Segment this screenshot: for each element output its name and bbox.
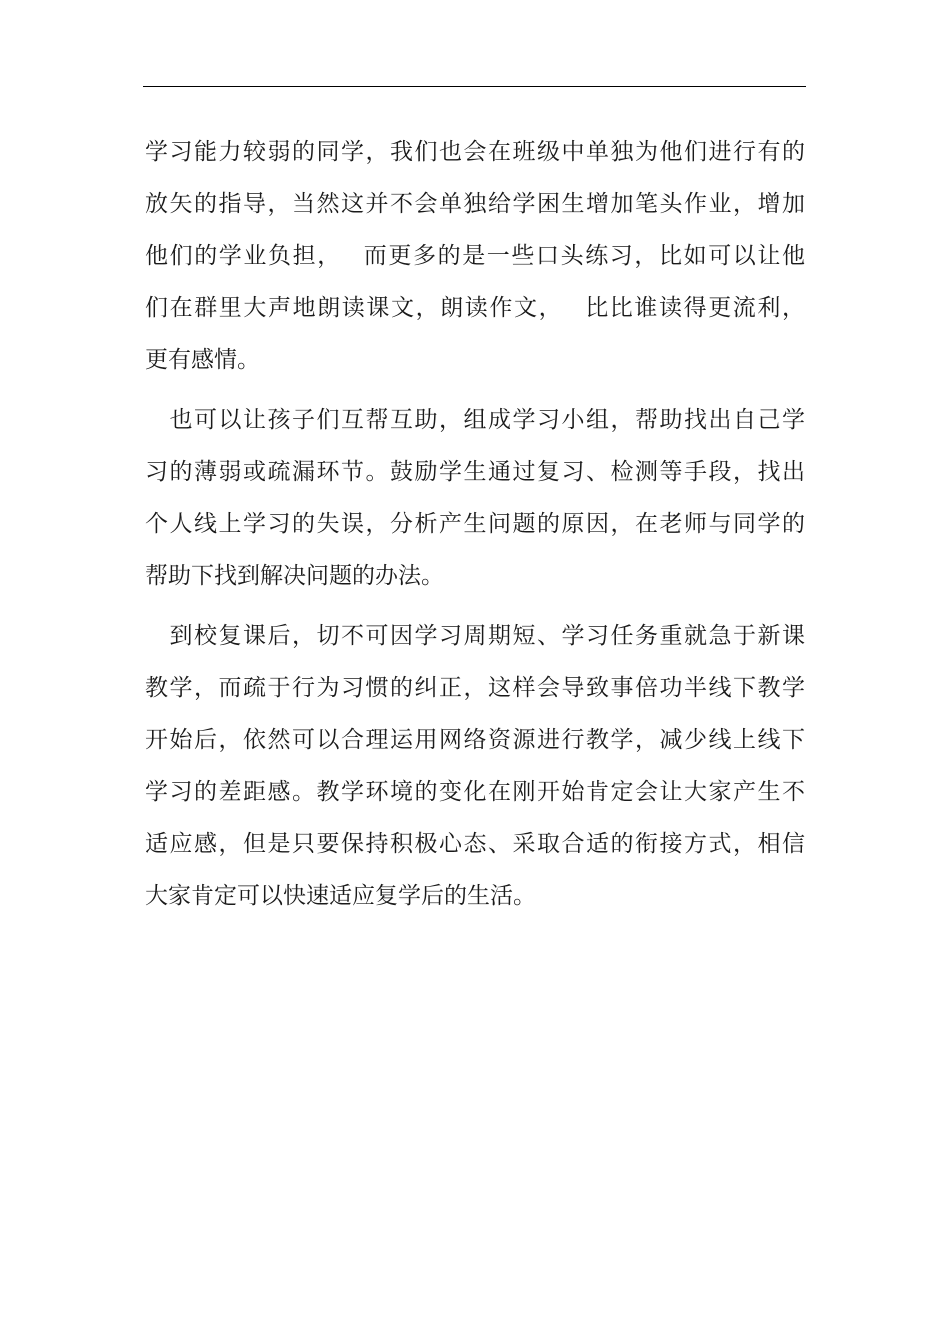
paragraph-3 [145, 615, 805, 927]
text-line: 放矢的指导，当然这并不会单独给学困生增加笔头作业，增加 [145, 191, 805, 217]
paragraph-1 [145, 131, 805, 391]
text-line: 适应感，但是只要保持积极心态、采取合适的衔接方式，相信 [145, 831, 805, 857]
paragraph-2 [145, 399, 805, 607]
text-line: 大家肯定可以快速适应复学后的生活。 [145, 883, 536, 909]
text-line: 习的薄弱或疏漏环节。鼓励学生通过复习、检测等手段，找出 [145, 459, 805, 485]
text-line: 到校复课后，切不可因学习周期短、学习任务重就急于新课 [145, 623, 805, 649]
text-line: 帮助下找到解决问题的办法。 [145, 563, 444, 589]
paragraph-gap [145, 391, 805, 399]
text-line: 也可以让孩子们互帮互助，组成学习小组，帮助找出自己学 [145, 407, 805, 433]
text-line: 更有感情。 [145, 347, 260, 373]
header-rule [143, 86, 806, 87]
text-line: 开始后，依然可以合理运用网络资源进行教学，减少线上线下 [145, 727, 805, 753]
document-body [145, 131, 805, 927]
text-line: 他们的学业负担， 而更多的是一些口头练习，比如可以让他 [145, 243, 805, 269]
text-line: 们在群里大声地朗读课文，朗读作文， 比比谁读得更流利， [145, 295, 805, 321]
paragraph-gap [145, 607, 805, 615]
text-line: 学习的差距感。教学环境的变化在刚开始肯定会让大家产生不 [145, 779, 805, 805]
text-line: 学习能力较弱的同学，我们也会在班级中单独为他们进行有的 [145, 139, 805, 165]
text-line: 个人线上学习的失误，分析产生问题的原因，在老师与同学的 [145, 511, 805, 537]
text-line: 教学，而疏于行为习惯的纠正，这样会导致事倍功半线下教学 [145, 675, 805, 701]
